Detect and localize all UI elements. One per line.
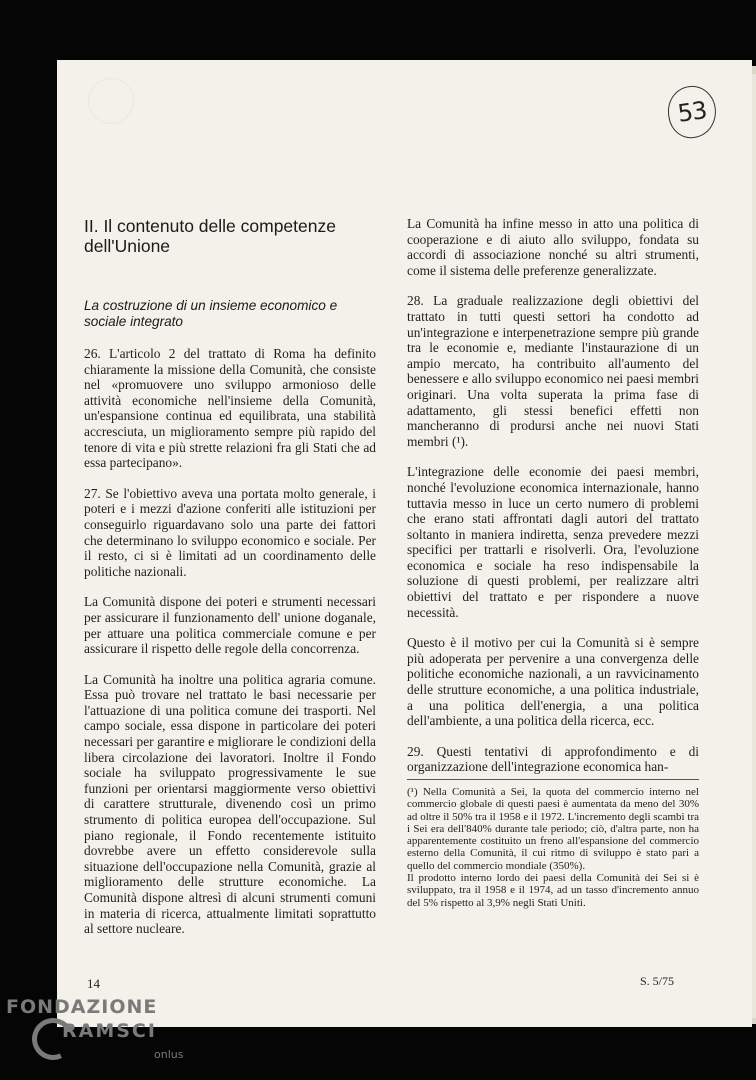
page-number: 14	[87, 976, 100, 991]
watermark-line-3: onlus	[154, 1048, 184, 1061]
subsection-title: La costruzione di un insieme economico e sociale integrato	[84, 298, 338, 329]
paragraph-28: 28. La graduale realizzazione degli obiettivi del trattato in tutti questi settori ha condotto ad un'integrazione e interpenetrazione sempre più grande tra le economie e, mediante l'instaurazione di un ampio mercato, ha contribuito all'aumento del benessere e allo sviluppo economico nei paesi membri originari. Una volta superata la prima fase di adattamento, gli stessi benefici effetti non mancheranno di prodursi anche nei nuovi Stati membri (¹).	[407, 293, 699, 449]
right-column	[407, 216, 699, 909]
paragraph-powers: La Comunità dispone dei poteri e strumenti necessari per assicurare il funzionamento dell' unione doganale, per attuare una politica commerciale comune e per assicurare il rispetto delle regole della concorrenza.	[84, 594, 376, 657]
footnotes	[407, 779, 699, 909]
left-column	[84, 216, 376, 952]
paragraph-cooperation: La Comunità ha infine messo in atto una politica di cooperazione e di aiuto allo sviluppo, fondata su accordi di associazione nonché su altri strumenti, come il sistema delle preferenze generalizzate.	[407, 216, 699, 278]
watermark-line-2: RAMSCI	[62, 1020, 157, 1042]
paragraph-agrarian: La Comunità ha inoltre una politica agraria comune. Essa può trovare nel trattato le basi necessarie per l'attuazione di una politica comune dei trasporti. Nel campo sociale, essa dispone in particolare dei poteri necessari per garantire e migliorare le condizioni della libera circolazione dei lavoratori. Inoltre il Fondo sociale ha sviluppato progressivamente le sue funzioni per orientarsi maggiormente verso obiettivi di carattere strutturale, divenendo così un primo strumento di politica europea dell'occupazione. Sul piano regionale, il Fondo recentemente istituito dovrebbe avere un effetto considerevole sulla situazione dell'occupazione nella Comunità, grazie al miglioramento delle strutture economiche. La Comunità dispone altresì di alcuni strumenti comuni in materia di ricerca, attualmente limitati soprattutto al settore nucleare.	[84, 671, 376, 937]
paragraph-29: 29. Questi tentativi di approfondimento e di organizzazione dell'integrazione economica han-	[407, 743, 699, 775]
footnote-1: (¹) Nella Comunità a Sei, la quota del commercio interno nel commercio globale di questi paesi è aumentata da meno del 30% ad oltre il 50% tra il 1958 e il 1972. L'incremento degli scambi tra i Sei era dell'840% durante tale periodo; ciò, d'altra parte, non ha apparentemente costituito un freno all'espansione del commercio esterno della Comunità, il cui ritmo di sviluppo è stato pari a quello del commercio mondiale (350%).	[407, 786, 699, 872]
faint-stamp-mark	[88, 78, 134, 124]
section-title: II. Il contenuto delle competenze dell'Unione	[84, 216, 336, 256]
watermark-logo	[6, 996, 206, 1076]
paragraph-integration: L'integrazione delle economie dei paesi membri, nonché l'evoluzione economica internazionale, hanno tuttavia messo in luce un certo numero di problemi che erano stati affrontati dagli autori del trattato soltanto in maniera indiretta, senza prevedere mezzi specifici per trattarli e risolverli. Ora, l'evoluzione economica e sociale ha reso indispensabile la soluzione di questi problemi, per realizzare altri obiettivi del trattato e per rispondere a nuove necessità.	[407, 464, 699, 620]
series-number: S. 5/75	[640, 974, 675, 988]
stamp-number: 53	[675, 96, 709, 128]
paragraph-convergence: Questo è il motivo per cui la Comunità si è sempre più adoperata per pervenire a una convergenza delle politiche economiche nazionali, a un ravvicinamento delle strutture economiche, a una politica industriale, a una politica dell'energia, a una politica dell'ambiente, a una politica della ricerca, ecc.	[407, 635, 699, 729]
footnote-1-continued: Il prodotto interno lordo dei paesi della Comunità dei Sei si è sviluppato, tra il 1958 e il 1974, ad un tasso d'incremento annuo del 5% rispetto al 3,9% negli Stati Uniti.	[407, 872, 699, 909]
watermark-line-1: FONDAZIONE	[6, 996, 158, 1018]
paragraph-27: 27. Se l'obiettivo aveva una portata molto generale, i poteri e i mezzi d'azione conferiti alle istituzioni per conseguirlo riguardavano solo una parte dei fattori che determinano lo sviluppo economico e sociale. Per il resto, ci si è limitati ad un coordinamento delle politiche nazionali.	[84, 485, 376, 579]
paragraph-26: 26. L'articolo 2 del trattato di Roma ha definito chiaramente la missione della Comunità, che consiste nel «promuovere uno sviluppo armonioso delle attività economiche nell'insieme della Comunità, un'espansione continua ed equilibrata, una stabilità accresciuta, un miglioramento sempre più rapido del tenore di vita e più strette relazioni fra gli Stati che ad essa partecipano».	[84, 346, 376, 471]
